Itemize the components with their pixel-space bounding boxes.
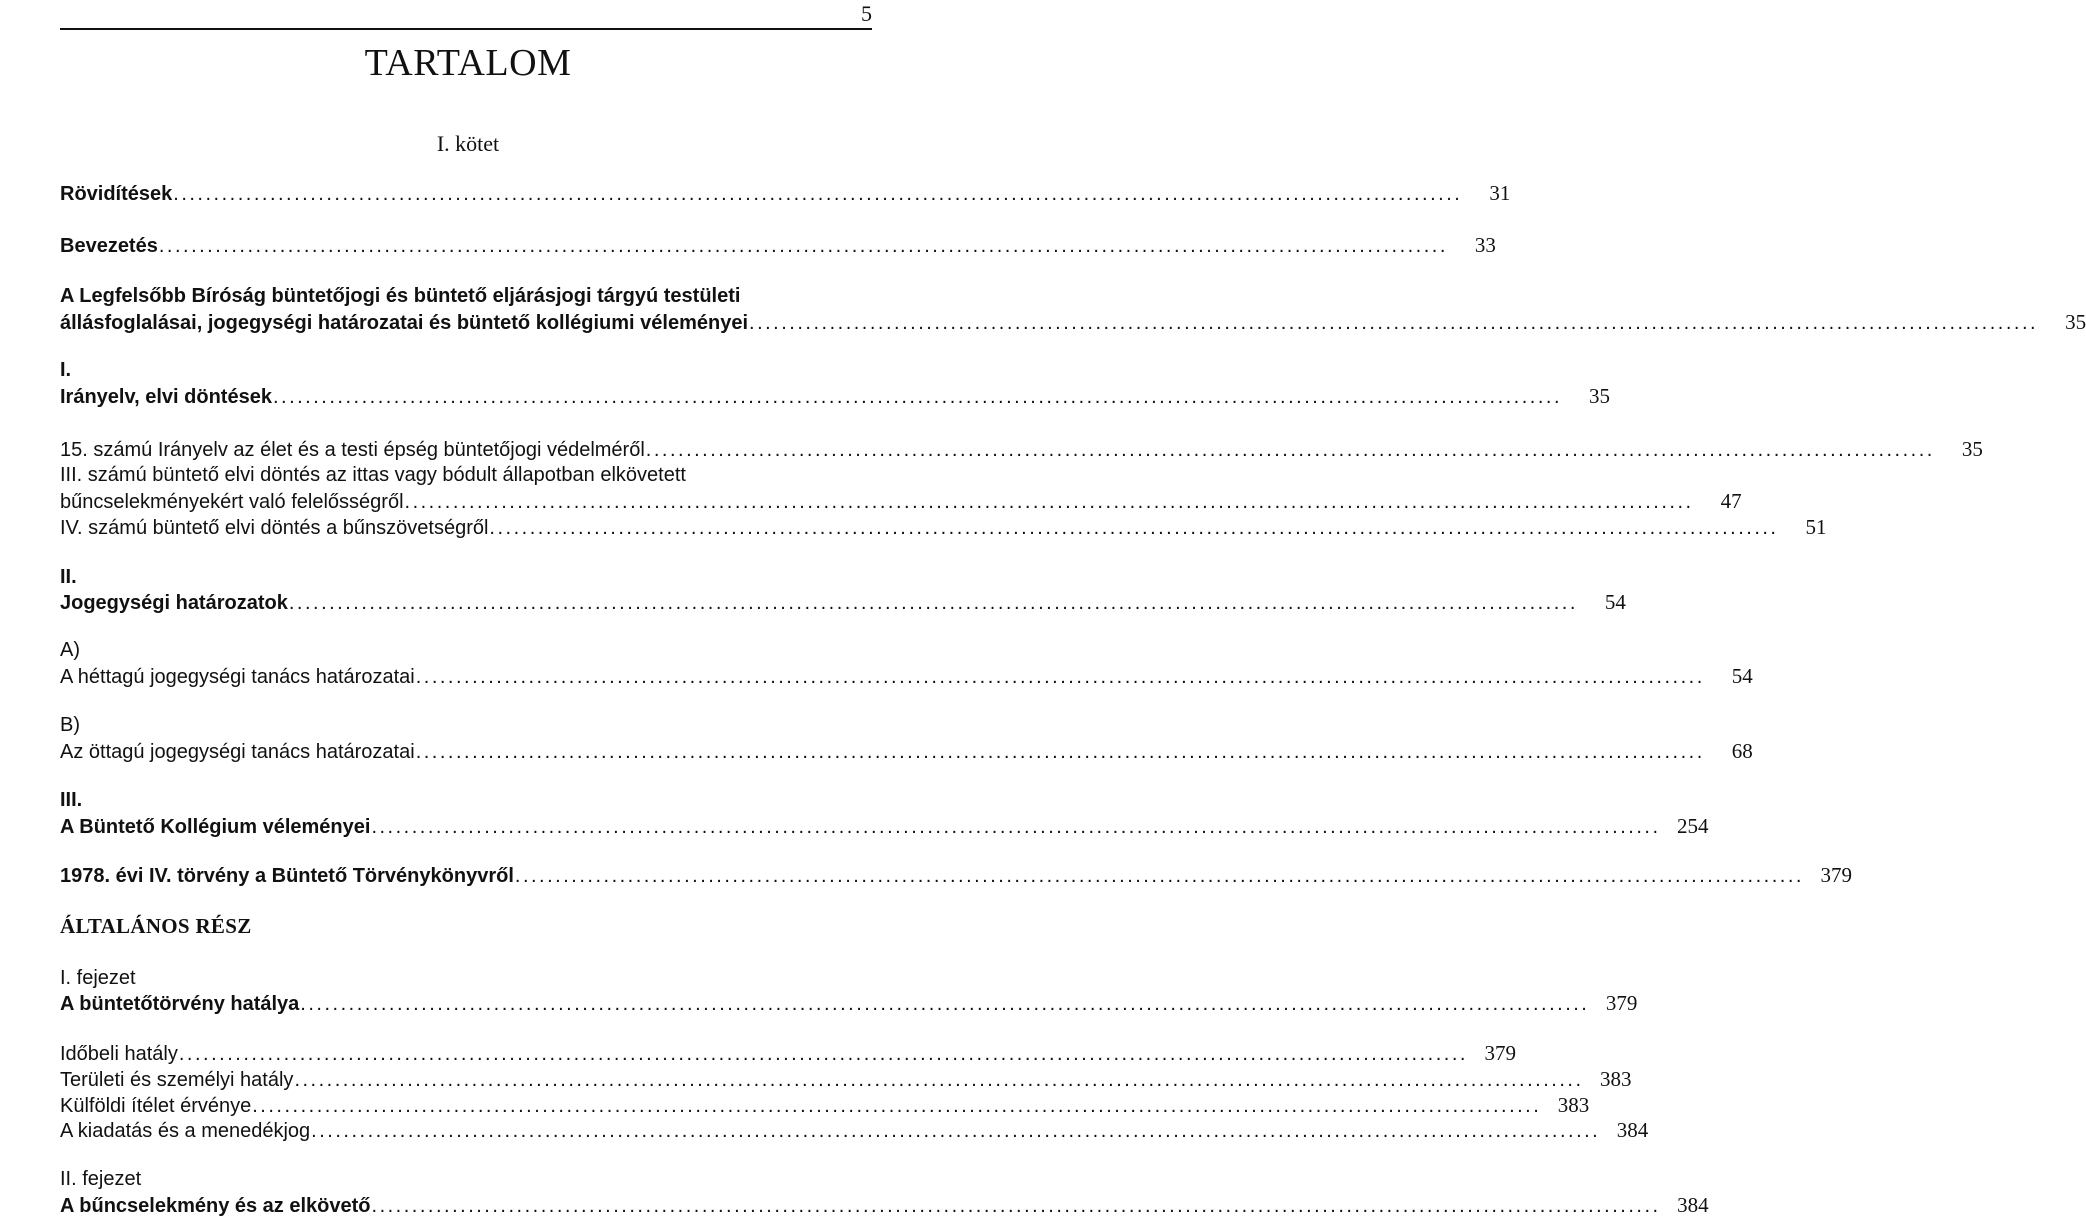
toc-entry-irany15[interactable] [60,436,1983,463]
toc-entry-kulfoldi[interactable] [60,1092,1590,1119]
general-part-heading: ÁLTALÁNOS RÉSZ [60,914,252,938]
chapter-label: II. fejezet [60,1168,142,1190]
dot-leader: ................................................................................................................................................................ [173,183,1463,205]
toc-entry-page: 54 [1604,590,1626,614]
toc-entry-sec1[interactable] [60,383,1611,410]
toc-entry-text: 1978. évi IV. törvény a Büntető Törvénykönyvről [60,865,514,887]
dot-leader: ................................................................................................................................................................ [749,312,2039,334]
toc-entry-text: A kiadatás és a menedékjog [60,1120,311,1142]
toc-entry-text: Bevezetés [60,235,158,257]
toc-entry-kiadatas[interactable] [60,1117,1649,1144]
dot-leader: ................................................................................................................................................................ [158,235,1448,257]
toc-entry-page: 35 [1961,437,1983,461]
toc-entry-text: IV. számú büntető elvi döntés a bűnszövetségről [60,517,489,539]
dot-leader: ................................................................................................................................................................ [645,439,1935,461]
dot-leader: ................................................................................................................................................................ [415,741,1705,763]
toc-entry-lb[interactable] [60,309,2086,336]
toc-entry-page: 383 [1557,1093,1590,1117]
dot-leader: ................................................................................................................................................................ [252,1095,1542,1117]
toc-entry-text: 15. számú Irányelv az élet és a testi épség büntetőjogi védelméről [60,439,645,461]
dot-leader: ................................................................................................................................................................ [300,993,1590,1015]
dot-leader: ................................................................................................................................................................ [178,1043,1468,1065]
page-title: TARTALOM [364,42,572,84]
toc-entry-page: 379 [1605,991,1638,1015]
toc-entry-page: 33 [1474,233,1496,257]
dot-leader: ................................................................................................................................................................ [371,1195,1661,1217]
toc-entry-subA[interactable] [60,663,1753,690]
section-number: II. [60,566,77,588]
toc-entry-page: 383 [1600,1067,1632,1091]
toc-entry-text: Jogegységi határozatok [60,592,288,614]
toc-entry-page: 379 [1484,1041,1516,1065]
toc-entry-law1978[interactable] [60,862,1852,889]
subsection-label: A) [60,639,80,661]
dot-leader: ................................................................................................................................................................ [514,865,1804,887]
toc-entry-elvi4[interactable] [60,514,1827,541]
volume-title: I. kötet [436,131,500,156]
dot-leader: ................................................................................................................................................................ [294,1069,1584,1091]
chapter-label: I. fejezet [60,967,136,989]
toc-entry-page: 379 [1820,863,1852,887]
toc-entry-page: 47 [1720,489,1742,513]
toc-entry-page: 384 [1616,1118,1649,1142]
toc-entry-text: A Büntető Kollégium véleményei [60,816,371,838]
toc-entry-bevezetes[interactable] [60,232,1496,259]
toc-entry-text: Területi és személyi hatály [60,1069,294,1091]
dot-leader: ................................................................................................................................................................ [311,1120,1601,1142]
toc-entry-text: A héttagú jogegységi tanács határozatai [60,666,415,688]
toc-entry-text: Az öttagú jogegységi tanács határozatai [60,741,415,763]
dot-leader: ................................................................................................................................................................ [415,666,1705,688]
top-rule [60,28,872,30]
subsection-label: B) [60,714,80,736]
toc-entry-page: 54 [1731,664,1753,688]
toc-entry-text: A büntetőtörvény hatálya [60,993,300,1015]
toc-entry-text: Külföldi ítélet érvénye [60,1095,252,1117]
toc-entry-page: 68 [1731,739,1753,763]
toc-entry-page: 384 [1677,1193,1709,1217]
toc-entry-text: Rövidítések [60,183,173,205]
toc-entry-text: állásfoglalásai, jogegységi határozatai és büntető kollégiumi véleményei [60,312,749,334]
toc-entry-page: 254 [1677,814,1709,838]
toc-entry-lb-line1: A Legfelsőbb Bíróság büntetőjogi és büntető eljárásjogi tárgyú testületi [60,285,741,307]
toc-entry-teruleti[interactable] [60,1066,1632,1093]
toc-entry-sec2[interactable] [60,589,1626,616]
dot-leader: ................................................................................................................................................................ [371,816,1661,838]
toc-entry-page: 35 [2065,310,2086,334]
toc-entry-elvi3[interactable] [60,488,1742,515]
dot-leader: ................................................................................................................................................................ [489,517,1779,539]
dot-leader: ................................................................................................................................................................ [272,386,1563,408]
toc-entry-elvi3-line1: III. számú büntető elvi döntés az ittas vagy bódult állapotban elkövetett [60,464,686,486]
toc-entry-text: bűncselekményekért való felelősségről [60,491,404,513]
dot-leader: ................................................................................................................................................................ [404,491,1694,513]
toc-entry-rovid[interactable] [60,180,1511,207]
toc-entry-ch2[interactable] [60,1192,1709,1219]
page-number: 5 [861,1,872,26]
section-number: I. [60,359,72,381]
toc-entry-idobeli[interactable] [60,1040,1516,1067]
toc-entry-text: Irányelv, elvi döntések [60,386,272,408]
section-number: III. [60,789,83,811]
dot-leader: ................................................................................................................................................................ [288,592,1578,614]
toc-entry-text: A bűncselekmény és az elkövető [60,1195,371,1217]
toc-entry-subB[interactable] [60,738,1753,765]
toc-entry-sec3[interactable] [60,813,1709,840]
toc-entry-text: Időbeli hatály [60,1043,178,1065]
toc-entry-ch1[interactable] [60,990,1638,1017]
toc-entry-page: 51 [1805,515,1827,539]
toc-entry-page: 35 [1589,384,1611,408]
toc-entry-page: 31 [1489,181,1511,205]
